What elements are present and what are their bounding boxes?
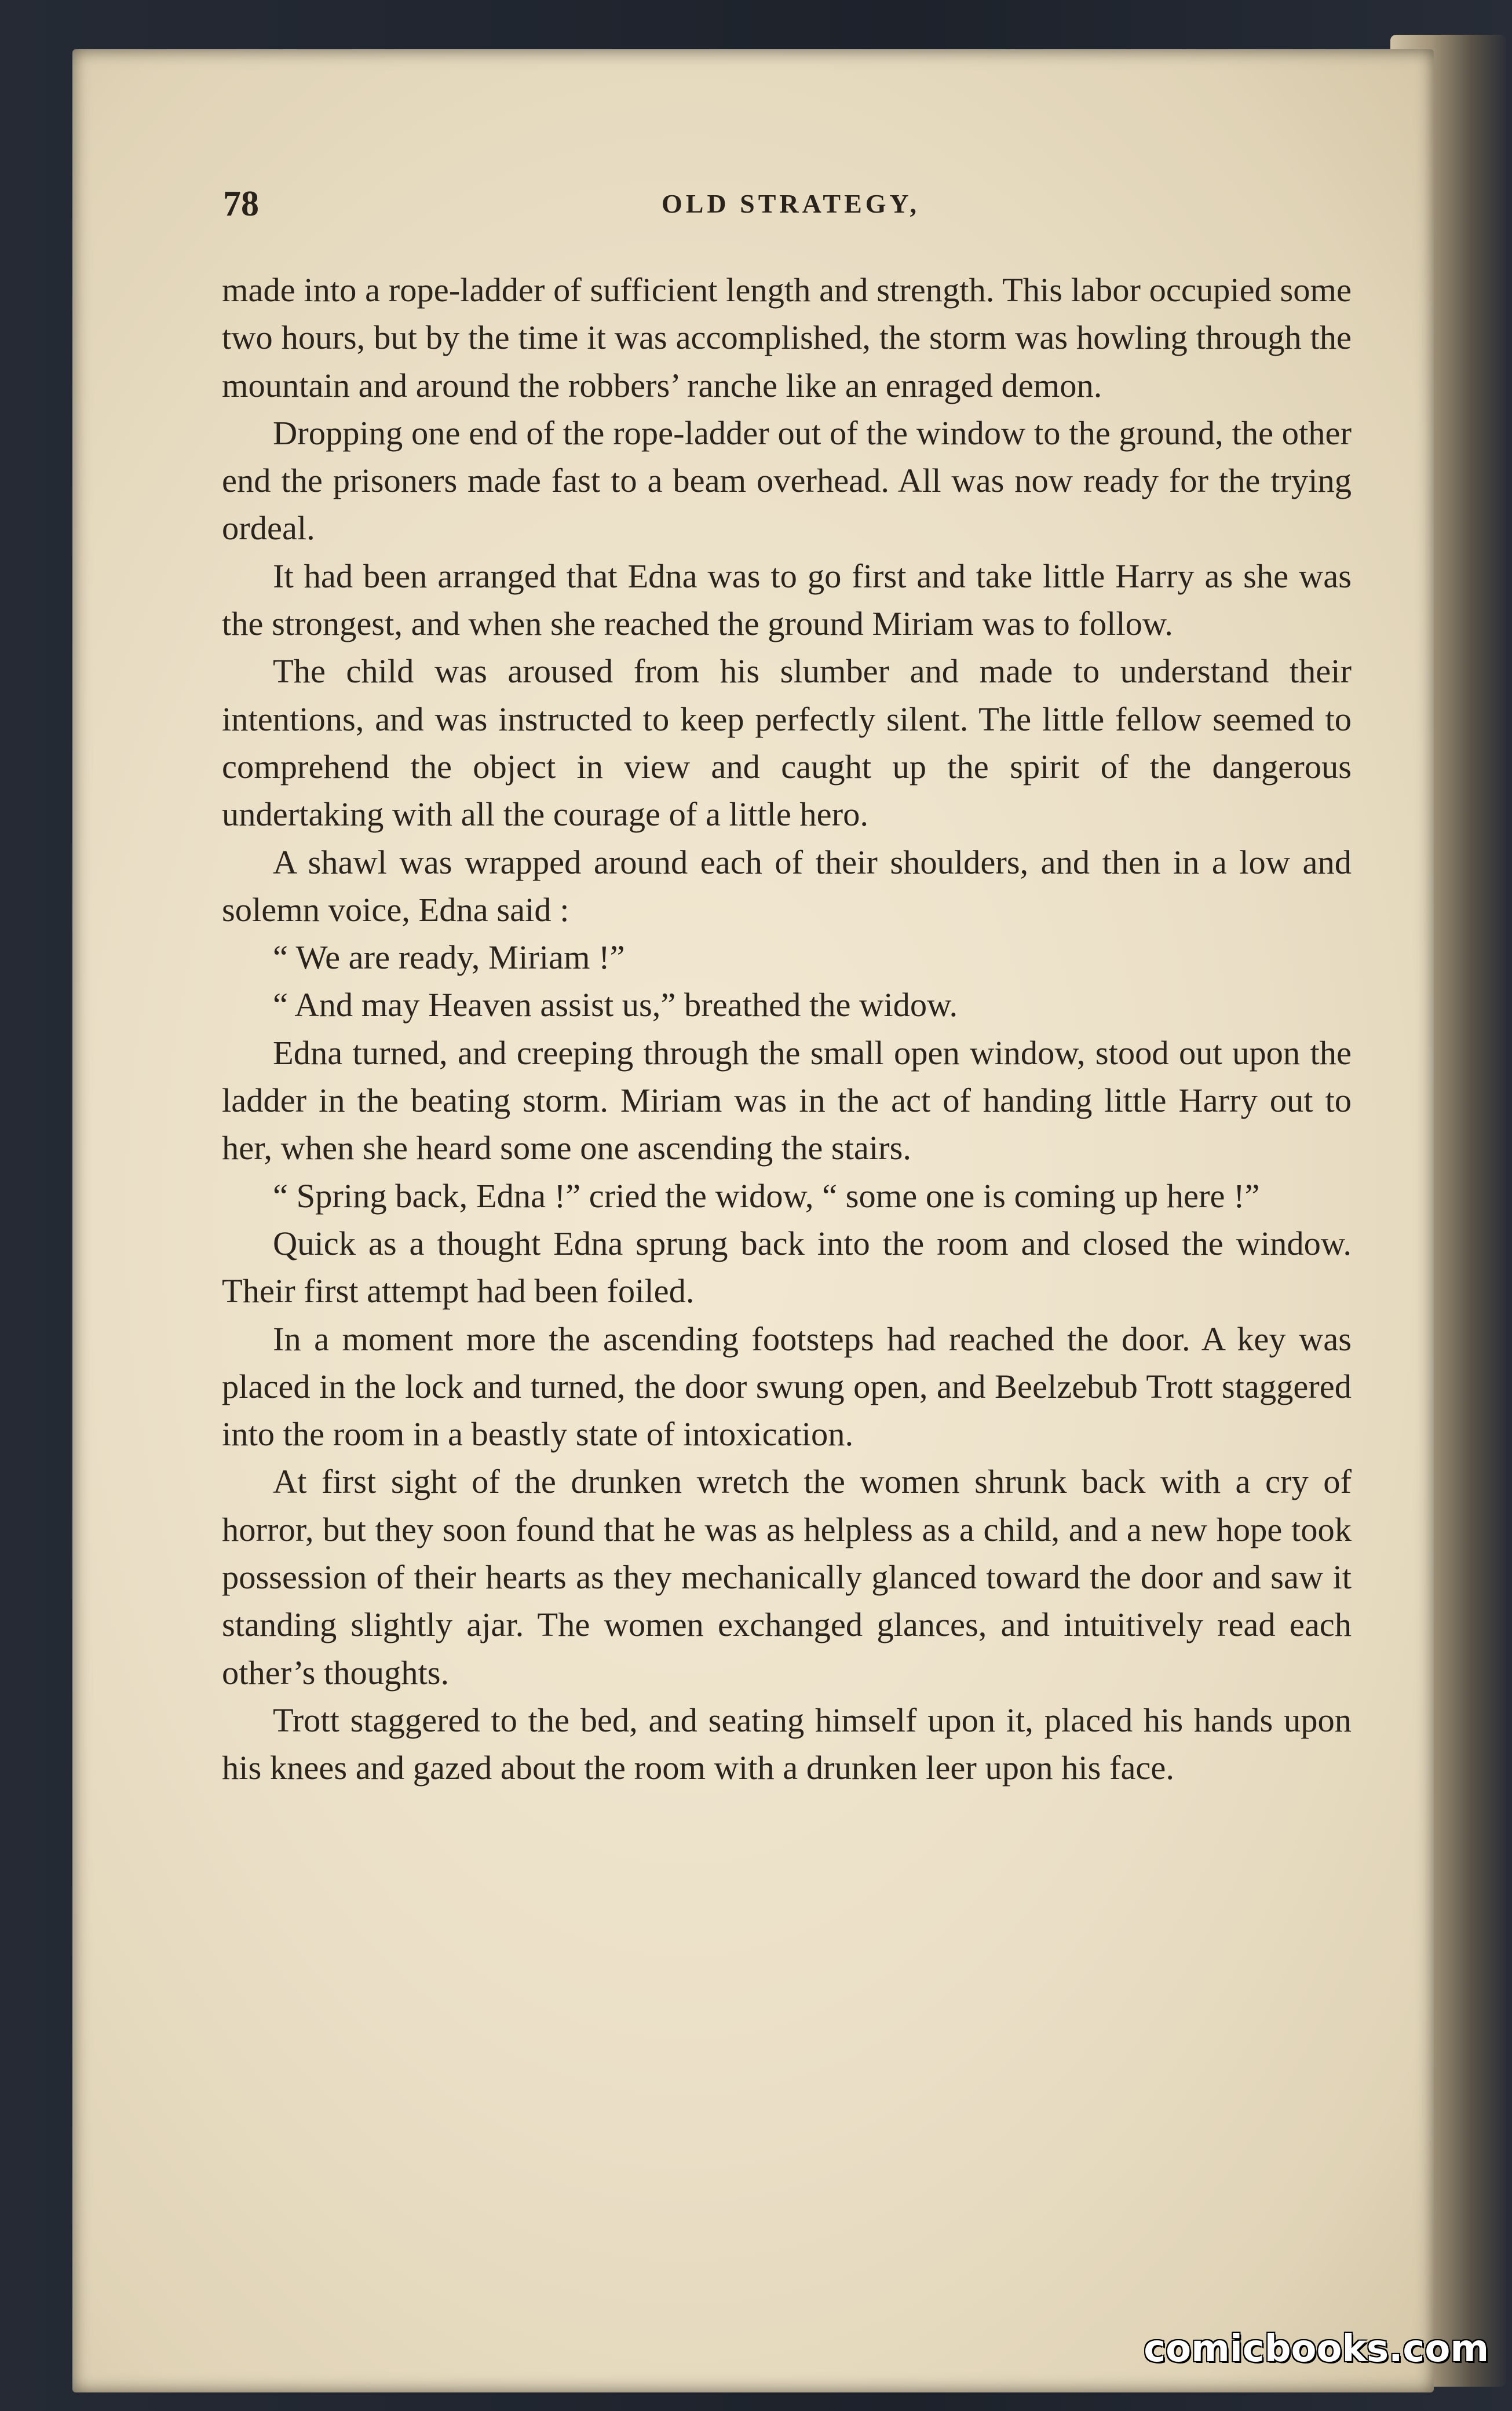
paragraph: A shawl was wrapped around each of their shoulders, and then in a low and solemn voice, Edna said :: [222, 843, 1352, 929]
running-header: [223, 181, 1358, 233]
paragraph: “ And may Heaven assist us,” breathed the widow.: [273, 986, 958, 1024]
paragraph: made into a rope-ladder of sufficient length and strength. This labor occupied some two hours, but by the time it was accomplished, the storm was howling through the mountain and around the robbers’ ranche like an enraged demon.: [222, 271, 1352, 404]
paragraph: Dropping one end of the rope-ladder out of the window to the ground, the other end the prisoners made fast to a beam overhead. All was now ready for the trying ordeal.: [222, 414, 1352, 547]
paragraph: In a moment more the ascending footsteps had reached the door. A key was placed in the lock and turned, the door swung open, and Beelzebub Trott staggered into the room in a beastly state of intoxication.: [222, 1320, 1352, 1453]
paragraph: “ We are ready, Miriam !”: [273, 938, 625, 977]
page-number: 78: [223, 184, 259, 224]
body-text: [222, 266, 1352, 1792]
paragraph: It had been arranged that Edna was to go first and take little Harry as she was the strongest, and when she reached the ground Miriam was to follow.: [222, 557, 1352, 643]
watermark: comicbooks.com: [1144, 2328, 1489, 2370]
paragraph: Quick as a thought Edna sprung back into the room and closed the window. Their first attempt had been foiled.: [222, 1224, 1352, 1310]
paragraph: Edna turned, and creeping through the small open window, stood out upon the ladder in the beating storm. Miriam was in the act of handing little Harry out to her, when she heard some one ascending the stairs.: [222, 1033, 1352, 1167]
paragraph: Trott staggered to the bed, and seating himself upon it, placed his hands upon his knees and gazed about the room with a drunken leer upon his face.: [222, 1701, 1352, 1787]
paragraph: “ Spring back, Edna !” cried the widow, “ some one is coming up here !”: [273, 1177, 1260, 1215]
running-title: OLD STRATEGY,: [661, 189, 921, 218]
paragraph: The child was aroused from his slumber and made to understand their intentions, and was instructed to keep perfectly silent. The little fellow seemed to comprehend the object in view and caught up the spirit of the dangerous undertaking with all the courage of a little hero.: [222, 652, 1352, 834]
paragraph: At first sight of the drunken wretch the women shrunk back with a cry of horror, but they soon found that he was as helpless as a child, and a new hope took possession of their hearts as they mechanically glanced toward the door and saw it standing slightly ajar. The women exchanged glances, and intuitively read each other’s thoughts.: [222, 1463, 1352, 1692]
